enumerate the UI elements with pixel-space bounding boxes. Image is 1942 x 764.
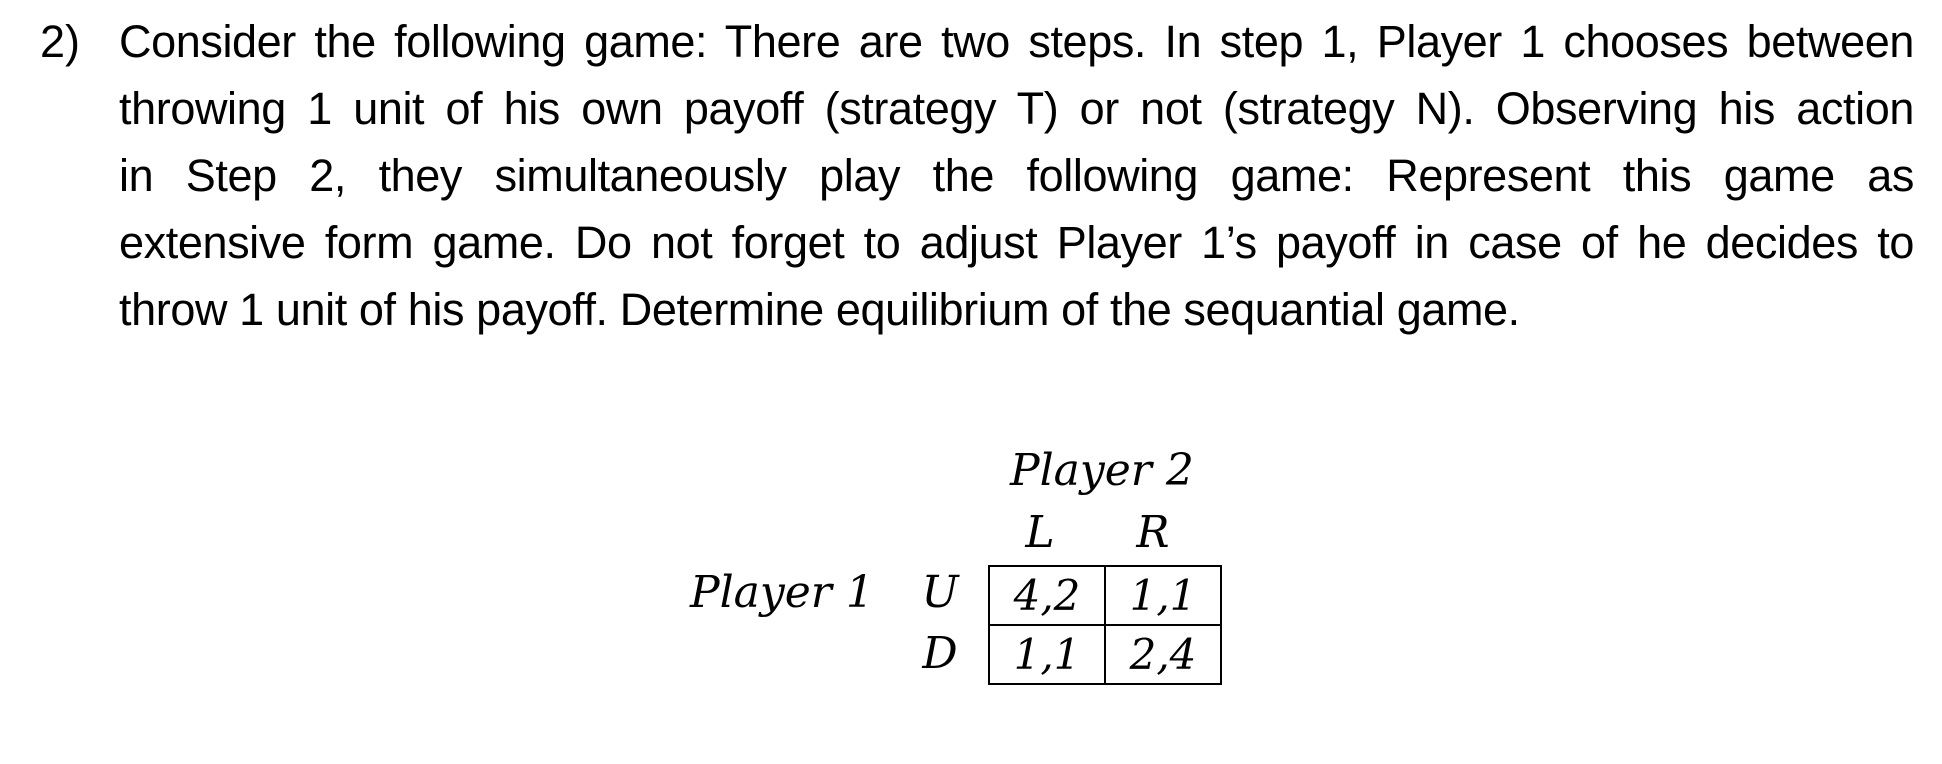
question-line-2: throwing 1 unit of his own payoff (strategy T) or not (strategy N). Observing his action xyxy=(119,83,1914,134)
payoff-cell-u-l: 4,2 xyxy=(989,566,1105,625)
row-player-label: Player 1 xyxy=(690,567,874,618)
question-line-5: throw 1 unit of his payoff. Determine equilibrium of the sequantial game. xyxy=(119,284,1520,335)
question-line-1: Consider the following game: There are two steps. In step 1, Player 1 chooses between xyxy=(119,16,1914,67)
question-line-4: extensive form game. Do not forget to adjust Player 1’s payoff in case of he decides to xyxy=(119,217,1914,268)
payoff-grid xyxy=(988,565,1222,685)
payoff-row-u xyxy=(989,566,1221,625)
column-label-r: R xyxy=(1136,507,1170,558)
column-label-l: L xyxy=(1025,507,1055,558)
question-line-3: in Step 2, they simultaneously play the following game: Represent this game as xyxy=(119,150,1914,201)
question-text xyxy=(119,8,1914,343)
row-label-d: D xyxy=(922,628,958,679)
payoff-cell-d-r: 2,4 xyxy=(1105,625,1221,684)
payoff-cell-u-r: 1,1 xyxy=(1105,566,1221,625)
payoff-cell-d-l: 1,1 xyxy=(989,625,1105,684)
question-number: 2) xyxy=(40,16,81,67)
row-label-u: U xyxy=(921,567,959,618)
column-player-label: Player 2 xyxy=(1010,445,1194,496)
payoff-matrix xyxy=(690,440,1250,700)
payoff-row-d xyxy=(989,625,1221,684)
